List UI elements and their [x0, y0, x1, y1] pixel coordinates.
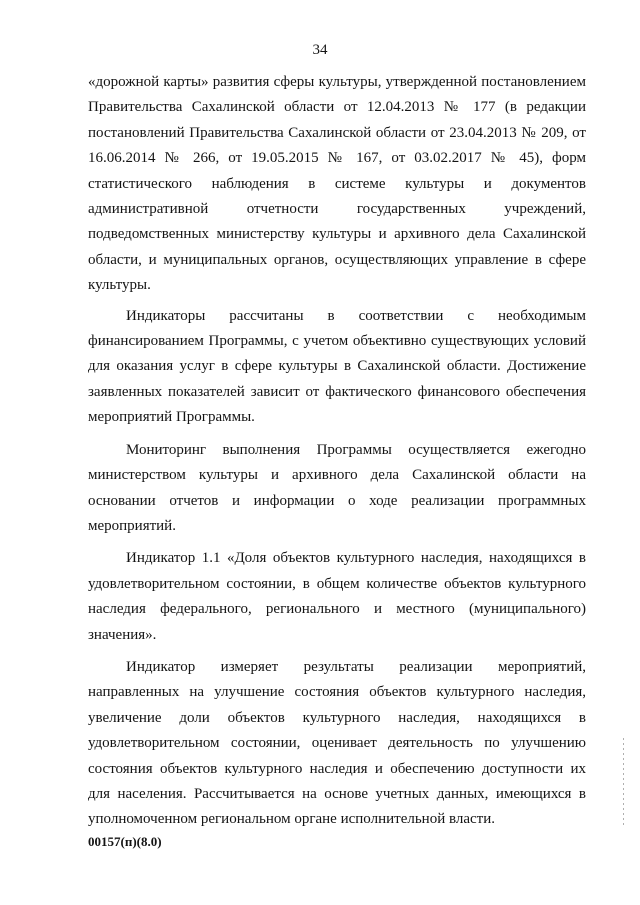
paragraph-continuation: «дорожной карты» развития сферы культуры, утвержденной постановлением Правительства Сахалинской области от 12.04.2013 № 177 (в редакции постановлений Правительства Сахалинской области от 23.04.2013 № 209, от 16.06.2014 № 266, от 19.05.2015 № 167, от 03.02.2017 № 45), форм статистического наблюдения в системе культуры и документов административной отчетности государственных учреждений, подведомственных министерству культуры и архивного дела Сахалинской области, и муниципальных органов, осуществляющих управление в сфере культуры.	[88, 74, 586, 294]
paragraph-indicator-1-1: Индикатор 1.1 «Доля объектов культурного наследия, находящихся в удовлетворительном состоянии, в общем количестве объектов культурного наследия федерального, регионального и местного (муниципального) значения».	[88, 550, 586, 643]
scan-edge-mark	[623, 738, 624, 828]
paragraph-indicators: Индикаторы рассчитаны в соответствии с необходимым финансированием Программы, с учетом объективно существующих условий для оказания услуг в сфере культуры в Сахалинской области. Достижение заявленных показателей зависит от фактического финансового обеспечения мероприятий Программы.	[88, 307, 586, 426]
paragraph-monitoring: Мониторинг выполнения Программы осуществляется ежегодно министерством культуры и архивного дела Сахалинской области на основании отчетов и информации о ходе реализации программных мероприятий.	[88, 441, 586, 534]
page-number: 34	[312, 42, 328, 58]
document-body	[88, 70, 586, 833]
document-code: 00157(п)(8.0)	[88, 834, 162, 849]
paragraph-indicator-description: Индикатор измеряет результаты реализации мероприятий, направленных на улучшение состояния объектов культурного наследия, увеличение доли объектов культурного наследия, находящихся в удовлетворительном состоянии, оценивает деятельность по улучшению состояния объектов культурного наследия и обеспечению доступности их для населения. Рассчитывается на основе учетных данных, имеющихся в уполномоченном региональном органе исполнительной власти.	[88, 658, 586, 828]
